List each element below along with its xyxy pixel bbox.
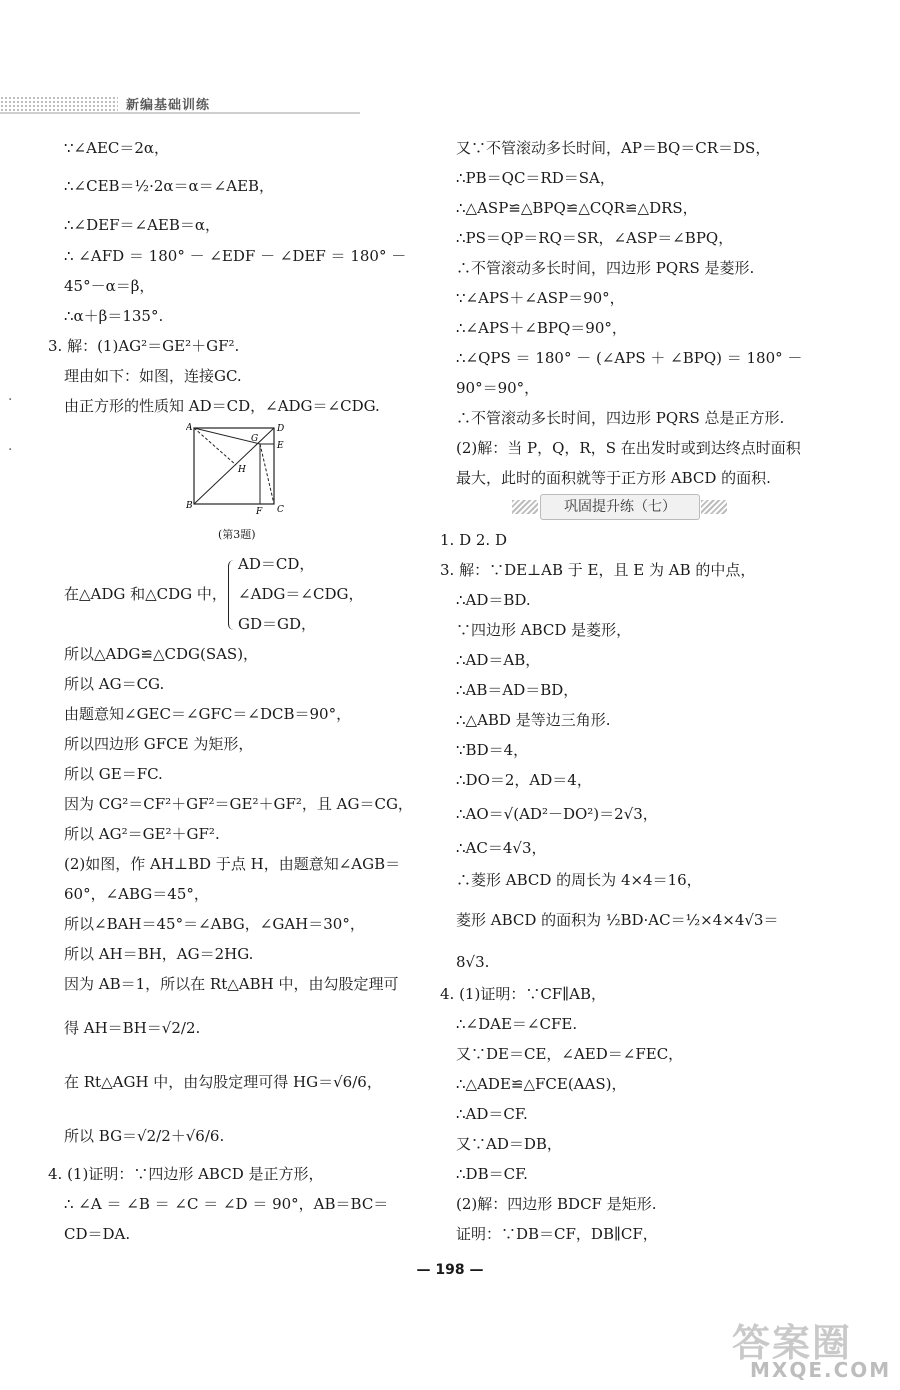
text-line: ∵∠APS＋∠ASP＝90°， [456, 289, 625, 307]
text-line: ∴∠CEB＝½·2α＝α＝∠AEB， [64, 177, 275, 195]
text-line: ∵∠AEC＝2α， [64, 139, 170, 157]
text-line: 所以 GE＝FC. [64, 765, 163, 783]
text-line: 8√3. [456, 953, 490, 971]
text-line: 因为 AB＝1，所以在 Rt△ABH 中，由勾股定理可 [64, 975, 399, 993]
text-line: 又∵不管滚动多长时间，AP＝BQ＝CR＝DS， [456, 139, 771, 157]
text-line: 菱形 ABCD 的面积为 ½BD·AC＝½×4×4√3＝ [456, 911, 779, 929]
text-line: 4. (1)证明：∵CF∥AB， [440, 985, 606, 1003]
label-a: A [186, 423, 193, 433]
label-b: B [186, 501, 193, 511]
text-line: 所以 BG＝√2/2＋√6/6. [64, 1127, 225, 1145]
text-line: 所以△ADG≌△CDG(SAS)， [64, 645, 259, 663]
text-line: ∴∠DAE＝∠CFE. [456, 1015, 578, 1033]
watermark-logo [732, 1312, 892, 1382]
text-line: ∠ADG＝∠CDG， [238, 585, 364, 603]
label-e: E [277, 441, 284, 451]
text-line: ∴△ASP≌△BPQ≌△CQR≌△DRS， [456, 199, 698, 217]
text-line: 60°，∠ABG＝45°， [64, 885, 209, 903]
text-line: ∴ ∠A ＝ ∠B ＝ ∠C ＝ ∠D ＝ 90°，AB＝BC＝ [64, 1195, 389, 1213]
text-line: AD＝CD， [238, 555, 315, 573]
text-line: 1. D 2. D [440, 531, 507, 549]
text-line: (2)解：四边形 BDCF 是矩形. [456, 1195, 657, 1213]
text-line: CD＝DA. [64, 1225, 131, 1243]
watermark-text: 答案圈 [732, 1321, 853, 1365]
text-line: 最大，此时的面积就等于正方形 ABCD 的面积. [456, 469, 771, 487]
text-line: 3. 解：∵DE⊥AB 于 E，且 E 为 AB 的中点， [440, 561, 756, 579]
text-line: 证明：∵DB＝CF，DB∥CF， [456, 1225, 658, 1243]
margin-dot: · [8, 442, 13, 458]
margin-dot: · [8, 392, 13, 408]
text-line: 3. 解：(1)AG²＝GE²＋GF². [48, 337, 240, 355]
text-line: ∴AD＝BD. [456, 591, 531, 609]
text-line: ∴不管滚动多长时间，四边形 PQRS 总是正方形. [456, 409, 785, 427]
text-line: ∴不管滚动多长时间，四边形 PQRS 是菱形. [456, 259, 755, 277]
system-brace [228, 560, 235, 630]
label-g: G [251, 434, 259, 444]
text-line: 因为 CG²＝CF²＋GF²＝GE²＋GF²，且 AG＝CG， [64, 795, 413, 813]
label-f: F [256, 507, 263, 514]
text-line: 4. (1)证明：∵四边形 ABCD 是正方形， [48, 1165, 324, 1183]
watermark-url: MXQE.COM [750, 1358, 892, 1382]
text-line: 在 Rt△AGH 中，由勾股定理可得 HG＝√6/6， [64, 1073, 382, 1091]
text-line: ∴△ADE≌△FCE(AAS)， [456, 1075, 627, 1093]
text-line: 所以四边形 GFCE 为矩形， [64, 735, 254, 753]
section-banner [512, 494, 727, 520]
text-line: 90°＝90°， [456, 379, 540, 397]
text-line: 理由如下：如图，连接GC. [64, 367, 242, 385]
text-line: (2)如图，作 AH⊥BD 于点 H，由题意知∠AGB＝ [64, 855, 401, 873]
text-line: ∴DO＝2，AD＝4， [456, 771, 592, 789]
figure-caption: (第3题) [218, 528, 256, 541]
banner-title: 巩固提升练（七） [540, 494, 700, 520]
text-line: 所以 AH＝BH，AG＝2HG. [64, 945, 254, 963]
text-line: ∴AC＝4√3， [456, 839, 547, 857]
text-line: 又∵AD＝DB， [456, 1135, 562, 1153]
banner-stripe-right [701, 500, 727, 514]
text-line: ∴AD＝AB， [456, 651, 541, 669]
text-line: ∴∠QPS ＝ 180° － (∠APS ＋ ∠BPQ) ＝ 180° － [456, 349, 803, 367]
text-line: ∴α＋β＝135°. [64, 307, 164, 325]
text-line: ∴△ABD 是等边三角形. [456, 711, 611, 729]
text-line: ∴PB＝QC＝RD＝SA， [456, 169, 615, 187]
book-title: 新编基础训练 [126, 98, 211, 113]
page-header [0, 90, 360, 118]
label-d: D [277, 424, 285, 434]
text-line: 所以 AG＝CG. [64, 675, 165, 693]
text-line: ∴AO＝√(AD²－DO²)＝2√3， [456, 805, 658, 823]
label-c: C [277, 505, 284, 514]
text-line: (2)解：当 P，Q，R，S 在出发时或到达终点时面积 [456, 439, 801, 457]
text-line: ∴PS＝QP＝RQ＝SR，∠ASP＝∠BPQ， [456, 229, 734, 247]
text-line: 45°－α＝β， [64, 277, 155, 295]
text-line: ∴ ∠AFD ＝ 180° － ∠EDF － ∠DEF ＝ 180° － [64, 247, 407, 265]
text-line: 得 AH＝BH＝√2/2. [64, 1019, 201, 1037]
page-number: — 198 — [416, 1262, 484, 1278]
text-line: GD＝GD， [238, 615, 317, 633]
text-line: ∴AD＝CF. [456, 1105, 528, 1123]
text-line: ∴∠DEF＝∠AEB＝α， [64, 216, 220, 234]
text-line: 在△ADG 和△CDG 中， [64, 585, 227, 603]
text-line: ∴菱形 ABCD 的周长为 4×4＝16， [456, 871, 702, 889]
text-line: 所以 AG²＝GE²＋GF². [64, 825, 220, 843]
text-line: 又∵DE＝CE，∠AED＝∠FEC， [456, 1045, 684, 1063]
text-line: 所以∠BAH＝45°＝∠ABG，∠GAH＝30°， [64, 915, 365, 933]
label-h: H [238, 465, 246, 475]
text-line: ∴AB＝AD＝BD， [456, 681, 579, 699]
text-line: ∴∠APS＋∠BPQ＝90°， [456, 319, 627, 337]
text-line: 由正方形的性质知 AD＝CD，∠ADG＝∠CDG. [64, 397, 380, 415]
text-line: 由题意知∠GEC＝∠GFC＝∠DCB＝90°， [64, 705, 352, 723]
text-line: ∵四边形 ABCD 是菱形， [456, 621, 632, 639]
text-line: ∵BD＝4， [456, 741, 529, 759]
square-figure [186, 422, 292, 514]
text-line: ∴DB＝CF. [456, 1165, 528, 1183]
banner-stripe-left [512, 500, 538, 514]
